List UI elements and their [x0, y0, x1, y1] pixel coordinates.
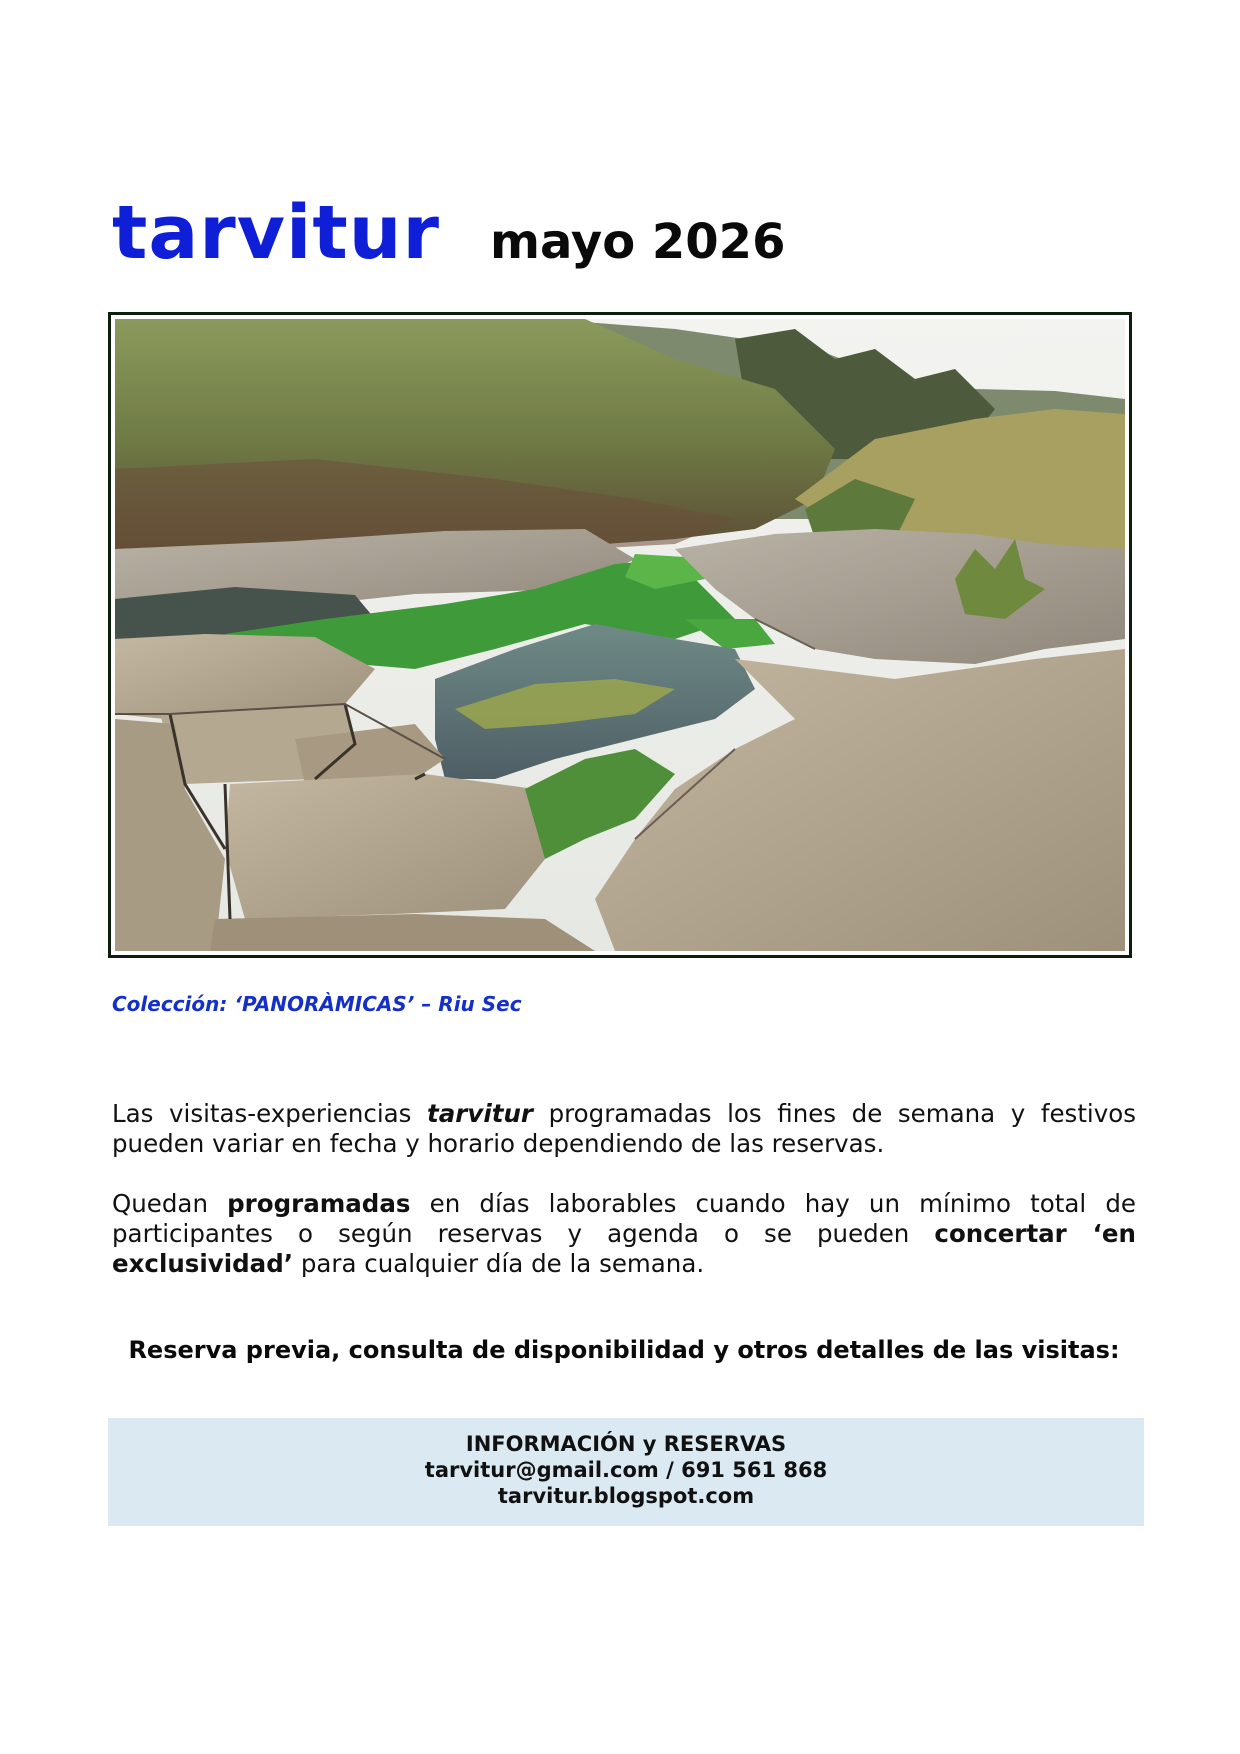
info-contact[interactable]: tarvitur@gmail.com / 691 561 868	[424, 1458, 828, 1482]
programadas-bold: programadas	[227, 1189, 411, 1218]
info-box	[108, 1418, 1144, 1526]
paragraph-weekdays-text-2: en días laborables cuando hay un mínimo total de participantes o según reservas y agenda o se pueden	[112, 1189, 1136, 1248]
paragraph-weekdays-text-1: Quedan	[112, 1189, 228, 1218]
info-title: INFORMACIÓN y RESERVAS	[465, 1432, 787, 1456]
brand-inline: tarvitur	[427, 1099, 533, 1128]
paragraph-visits-text-1: Las visitas-experiencias	[112, 1099, 428, 1128]
paragraph-weekdays	[112, 1189, 1136, 1279]
paragraph-visits-text-2: programadas los fines de semana y festivos pueden variar en fecha y horario dependiendo de las reservas.	[112, 1099, 1136, 1158]
paragraph-weekdays-text-3: para cualquier día de la semana.	[293, 1249, 705, 1278]
header	[112, 190, 785, 280]
brand-title: tarvitur	[112, 190, 440, 276]
paragraph-visits	[112, 1099, 1136, 1159]
exclusividad-bold: concertar ‘en exclusividad’	[112, 1219, 1136, 1278]
landscape-photo	[115, 319, 1125, 951]
info-website[interactable]: tarvitur.blogspot.com	[497, 1484, 755, 1508]
photo-caption: Colección: ‘PANORÀMICAS’ – Riu Sec	[112, 992, 522, 1016]
landscape-photo-frame	[108, 312, 1132, 958]
booking-cta: Reserva previa, consulta de disponibilidad y otros detalles de las visitas:	[128, 1336, 1120, 1364]
month-title: mayo 2026	[489, 214, 786, 270]
